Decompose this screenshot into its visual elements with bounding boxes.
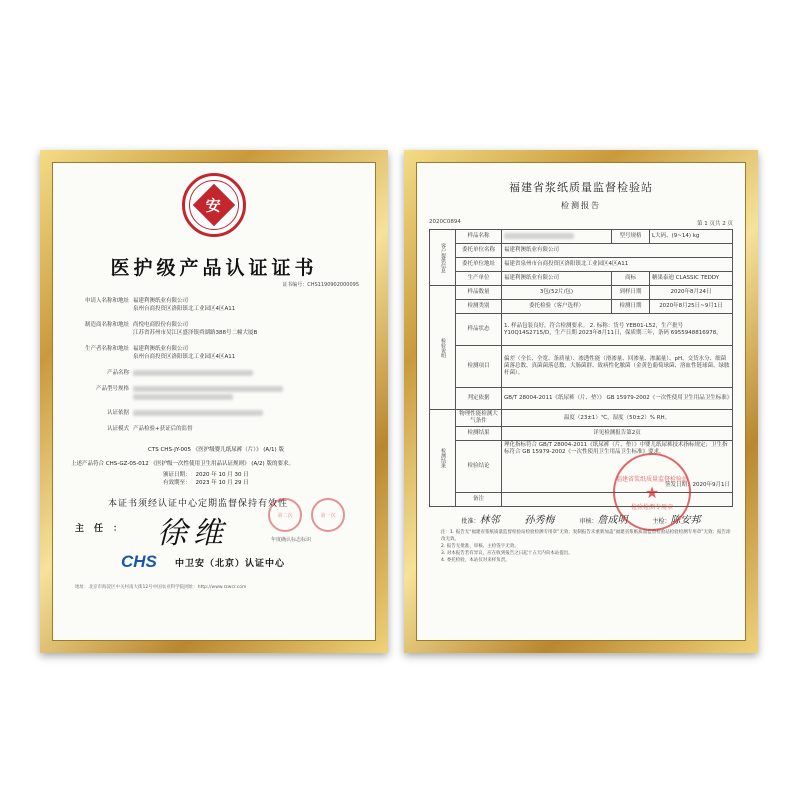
director-label: 主任： — [75, 524, 133, 534]
issuer-name: 中卫安（北京）认证中心 — [175, 559, 286, 569]
report-number: 2020C0894 — [429, 219, 461, 225]
table-row: 生产单位 福建利澳纸业有限公司 商标 糖果泰迪 CLASSIC TEDDY — [430, 272, 733, 286]
report-sheet — [416, 162, 746, 641]
certificate-footer: 地址：北京市海淀区中关村南大街12号中国农业科学院网址：http://www.rzwcr.com — [75, 585, 247, 590]
cert-row: 产品名称 — [71, 369, 359, 377]
certificate-conformity: 上述产品符合 CHS-GZ-05-012 《医护级一次性使用卫生用品认证规则》 (A/2) 版的要求。 — [71, 461, 294, 467]
cert-row: 认证依据 — [71, 409, 359, 417]
cert-row: 产品型号规格 — [71, 385, 359, 401]
cert-row: 制造商名称和地址 尚悦电商股份有限公司 江苏省苏州市吴江区盛泽镇舜湖路388号二幢大厦B — [84, 322, 258, 336]
table-row: 备注 — [430, 493, 733, 507]
table-row: 委托单位名称 福建利澳纸业有限公司 — [430, 244, 733, 258]
table-row: 样品状态 1. 样品包装良好，符合检测要求。 2. 标称：货号 YEB01-L52，生产批号 Y10Q14S2715/D，生产日期 2023年8月11日，保质期三年，条码 6955948816978。 — [430, 314, 733, 346]
chief-signature: 主检：陈安邦 — [652, 515, 701, 526]
certificate-number: 证书编号：CHS1190902000095 — [282, 282, 359, 288]
table-row: 判定依据 GB/T 28004-2011《纸尿裤（片、垫）》 GB 15979-2002《一次性使用卫生用品卫生标准》 — [430, 388, 733, 410]
cert-row: 生产者名称和地址 福建利澳纸业有限公司 泉州台商投资区洛阳镇北工业园区4区A11 — [84, 346, 236, 360]
table-row: 客户提供信息 样品名称 型号规格 L大码、(9~14) kg — [430, 230, 733, 244]
report-meta — [429, 219, 733, 227]
approver-signature: 批准：林邻 — [461, 515, 500, 526]
report-title: 福建省浆纸质量监督检验站 — [509, 181, 653, 194]
cert-row: 认证模式 产品检验+获证后的监督 — [106, 426, 193, 432]
table-row: 检测结果 详见检测报告第2页 — [430, 427, 733, 441]
report-notes: 注：1. 报告无“福建省浆纸质量监督检验站检验检测专用章”无效；复制报告未重新加盖“福建省浆纸质量监督检验站检验检测专用章”无效；报告涂改无效。 2. 报告无批准、审核、主检签字无效。 3. 对本报告若有异议，应在收到报告之日起十五天内向本站提出。 4. 委托检验，本站仅对来样负责。 — [441, 530, 731, 563]
table-row: 检测类别 委托检验（客户选样） 检测日期 2020年8月25日~9月1日 — [430, 300, 733, 314]
table-row: 检验结论 理化指标符合 GB/T 28004-2011《纸尿裤（片、垫）》中婴儿纸尿裤技术指标规定；卫生指标符合 GB 15979-2002《一次性使用卫生用品卫生标准》要求。 签发日期：2020年9月1日 — [430, 441, 733, 493]
health-safety-emblem-icon: 安 — [182, 173, 246, 237]
certificate-sheet — [52, 162, 376, 641]
certificate-rows — [71, 297, 359, 441]
chs-logo: CHS — [121, 552, 157, 571]
inspection-seal-icon: 福建省浆纸质量监督检验站 ★ 检验检测专用章 — [613, 453, 691, 531]
annual-seal-icon: 第一次 — [311, 498, 345, 532]
certificate-title: 医护级产品认证证书 — [110, 257, 318, 279]
table-row: 检测结果 物理性能检测大气条件 温度（23±1）℃，湿度（50±2）% RH。 — [430, 410, 733, 427]
reviewer-signature: 孙秀梅 — [524, 515, 555, 526]
certificate-dates: 颁证日期： 2020 年 10 月 30 日 有效期至： 2023 年 10 月 29 日 — [163, 472, 249, 486]
table-row: 检测项目 偏差（全长、全宽、条质量）、渗透性能（滑渗量、回渗量、渗漏量）、pH、交货水分、细菌菌落总数、真菌菌落总数、大肠菌群、致病性化脓菌（金黄色葡萄球菌、溶血性链球菌、绿脓杆菌）。 — [430, 346, 733, 388]
page-info: 第 1 页共 2 页 — [697, 221, 733, 227]
report-subtitle: 检测报告 — [561, 201, 601, 210]
right-report-frame — [404, 150, 758, 653]
stamp-label: 年度确认标志标识 — [271, 537, 312, 543]
certificate-standards: CTS CHS-JY-005 《医护级婴儿纸尿裤（片）》 (A/1) 版 — [148, 447, 284, 453]
inspector-signature: 审核：詹成明 — [579, 515, 628, 526]
table-row: 检验说明 样品数量 3包(52片/包) 到样日期 2020年8月24日 — [430, 286, 733, 300]
table-row: 委托单位地址 福建省泉州市台商投资区洛阳镇北工业园区4区A11 — [430, 258, 733, 272]
left-certificate-frame — [40, 150, 388, 653]
cert-row: 申请人名称和地址 福建利澳纸业有限公司 泉州台商投资区洛阳镇北工业园区4区A11 — [84, 298, 236, 312]
annual-seal-icon: 第二次 — [268, 498, 302, 532]
report-table — [429, 229, 733, 507]
report-signatures — [429, 511, 733, 526]
certificate-notice: 本证书须经认证中心定期监督保持有效性 — [108, 499, 289, 509]
director-signature: 徐维 — [157, 516, 229, 551]
